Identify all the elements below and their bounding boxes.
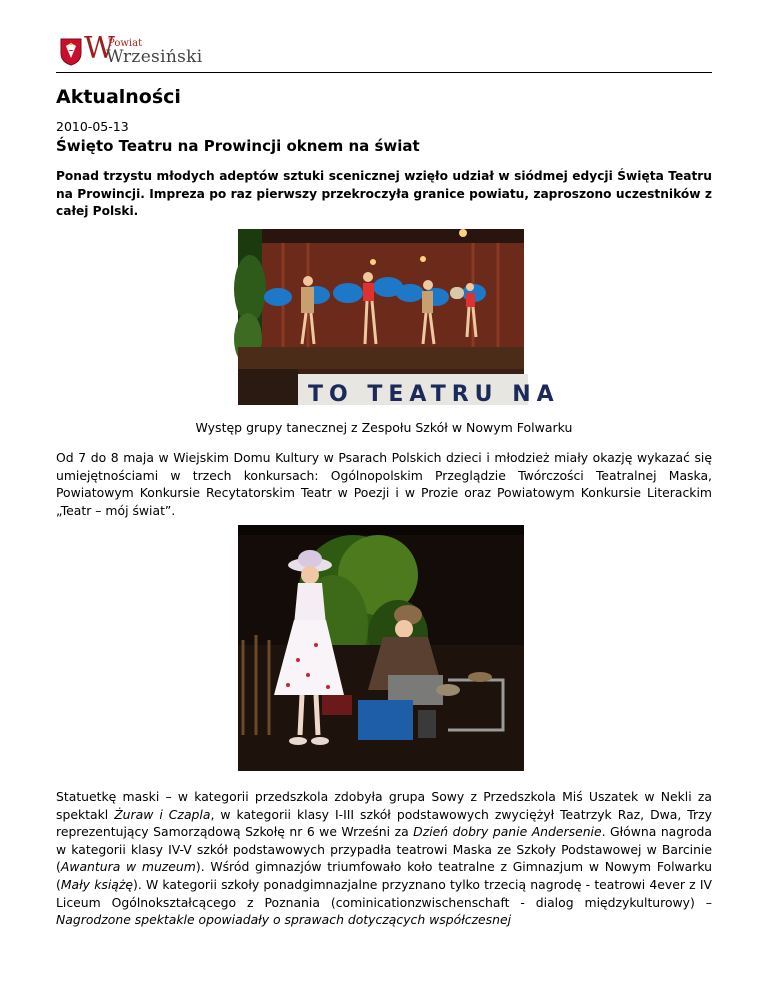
logo-name-text: Wrzesiński [106,47,203,67]
text-run: ). W kategorii szkoły ponadgimnazjalne przyznano tylko trzecią nagrodę - teatrowi 4ever z IV Liceum Ogólnokształcącego z Poznania (cominicationzwischenschaft - dialog międzykulturowy) – [56,876,713,910]
header-divider [56,72,712,73]
title-awantura: Awantura w muzeum [60,859,196,875]
title-zuraw-i-czapla: Żuraw i Czapla [114,806,211,822]
title-maly-ksiaze: Mały książę [60,876,134,892]
title-dzien-dobry: Dzień dobry panie Andersenie [413,824,602,840]
article-paragraph-2 [56,788,712,929]
article-headline: Święto Teatru na Prowincji oknem na świat [56,137,420,155]
article-lead: Ponad trzystu młodych adeptów sztuki scenicznej wzięło udział w siódmej edycji Święta Teatru na Prowincji. Impreza po raz pierwszy przekroczyła granice powiatu, zaproszono uczestników z całej Polski. [56,169,712,218]
text-run: Statuetkę maski – w kategorii przedszkola zdobyła grupa Sowy z Przedszkola Miś Uszatek w Nekli za spektakl [56,789,712,822]
theatre-performance-photo [238,525,524,771]
section-title: Aktualności [56,86,181,108]
logo-initial: W [84,31,115,66]
dance-group-photo [238,229,560,407]
powiat-logo[interactable] [60,31,203,67]
coat-of-arms-icon [60,38,82,66]
stage-banner-text: TO TEATRU NA [308,382,560,407]
logo-powiat-text: Powiat [108,38,143,49]
article-date: 2010-05-13 [56,119,129,134]
article-paragraph-1: Od 7 do 8 maja w Wiejskim Domu Kultury w Psarach Polskich dzieci i młodzież miały okazję wykazać się umiejętnościami w trzech konkursach: Ogólnopolskim Przeglądzie Twórczości Teatralnej Maska, Powiatowym Konkursie Recytatorskim Teatr w Poezji i w Prozie oraz Powiatowym Konkursie Literackim „Teatr – mój świat”. [56,450,712,518]
italic-quote: Nagrodzone spektakle opowiadały o sprawach dotyczących współczesnej [56,912,512,928]
text-run: . Główna nagroda w kategorii klasy IV-V szkół podstawowych przypadła teatrowi Maska ze Szkoły Podstawowej w Barcinie ( [56,824,712,875]
text-run: ). Wśród gimnazjów triumfowało koło teatralne z Gimnazjum w Nowym Folwarku ( [56,859,712,892]
text-run: , w kategorii klasy I-III szkół podstawowych zwyciężył Teatrzyk Raz, Dwa, Trzy reprezentujący Samorządową Szkołę nr 6 we Wrześni za [56,806,712,840]
site-header [56,31,712,72]
photo-caption: Występ grupy tanecznej z Zespołu Szkół w Nowym Folwarku [195,420,573,435]
